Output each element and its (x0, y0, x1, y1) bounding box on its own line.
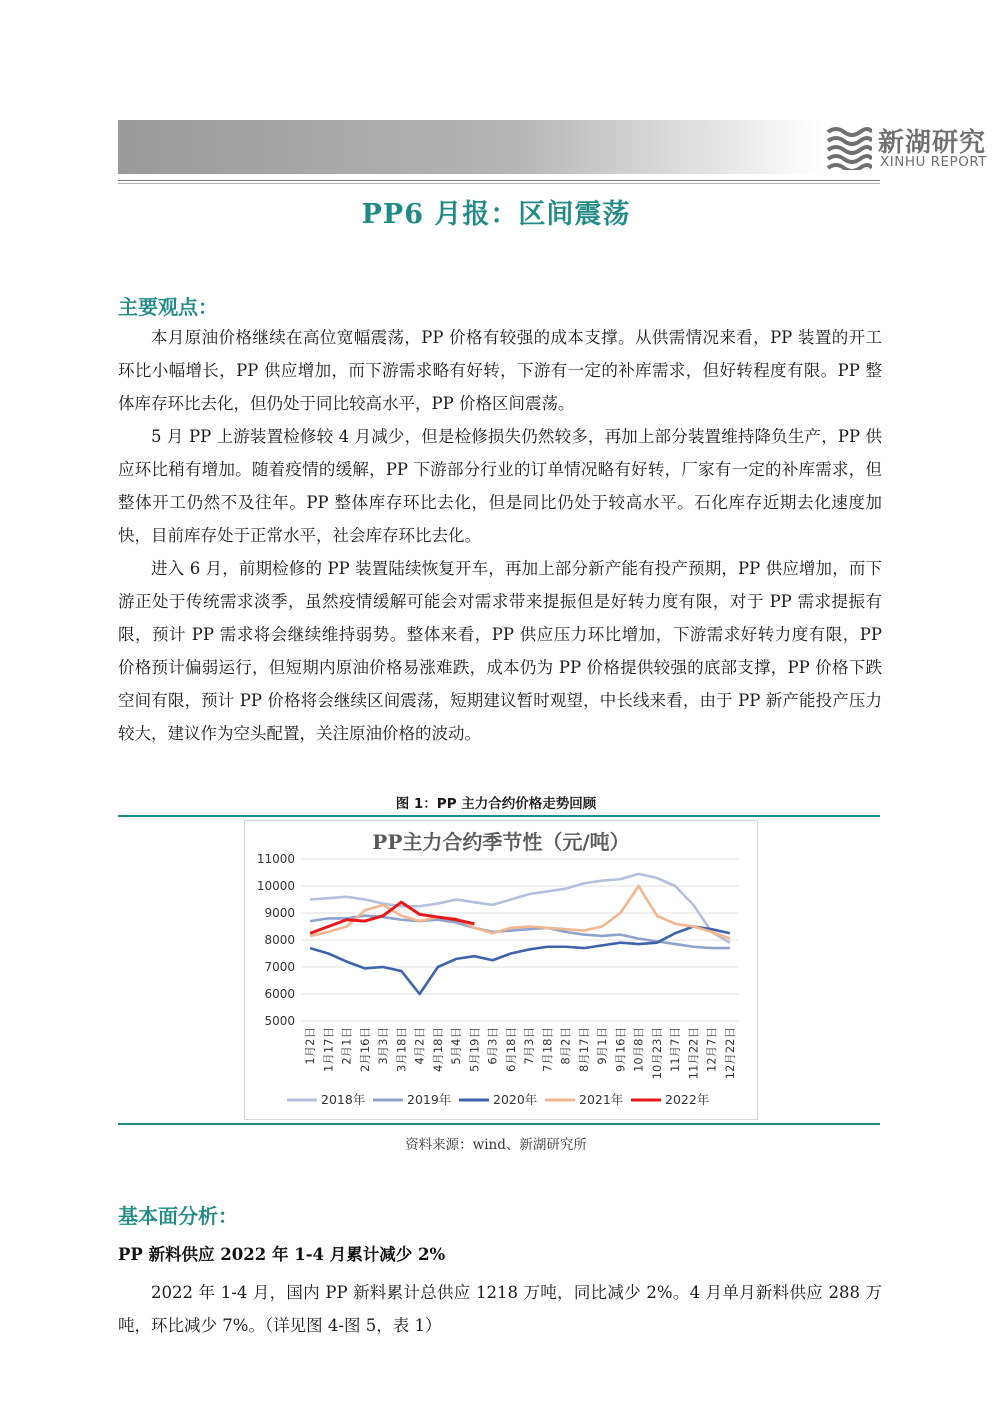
y-tick-label: 10000 (256, 879, 295, 893)
x-tick-label: 11月7日 (668, 1027, 683, 1072)
legend-label: 2019年 (407, 1092, 452, 1107)
figure-top-rule (118, 815, 880, 817)
chart-title: PP主力合约季节性（元/吨） (372, 830, 630, 854)
section-heading-basic-analysis: 基本面分析： (118, 1204, 238, 1228)
legend-label: 2018年 (321, 1092, 366, 1107)
header-band (118, 120, 823, 174)
x-tick-label: 3月18日 (394, 1027, 409, 1072)
x-tick-label: 5月4日 (449, 1027, 464, 1065)
paragraph-1: 本月原油价格继续在高位宽幅震荡，PP 价格有较强的成本支撑。从供需情况来看，PP 装置的开工环比小幅增长，PP 供应增加，而下游需求略有好转，下游有一定的补库需求，但好转程度有限。PP 整体库存环比去化，但仍处于同比较高水平，PP 价格区间震荡。 (118, 328, 882, 413)
x-tick-label: 6月18日 (503, 1027, 518, 1072)
x-tick-label: 3月3日 (376, 1027, 391, 1065)
x-tick-label: 2月1日 (339, 1027, 354, 1065)
figure-bottom-rule (118, 1123, 880, 1125)
x-tick-label: 4月18日 (430, 1027, 445, 1072)
y-tick-label: 11000 (256, 852, 295, 866)
x-tick-label: 7月18日 (540, 1027, 555, 1072)
x-tick-label: 8月17日 (576, 1027, 591, 1072)
xinhu-logo (826, 122, 986, 174)
x-tick-label: 9月16日 (613, 1027, 628, 1072)
paragraph-2: 5 月 PP 上游装置检修较 4 月减少，但是检修损失仍然较多，再加上部分装置维持降负生产，PP 供应环比稍有增加。随着疫情的缓解，PP 下游部分行业的订单情况略有好转，厂家有一定的补库需求，但整体开工仍然不及往年。PP 整体库存环比去化，但是同比仍处于较高水平。石化库存近期去化速度加快，目前库存处于正常水平，社会库存环比去化。 (118, 427, 882, 545)
seasonal-line-chart (245, 821, 757, 1119)
chart-container (244, 820, 758, 1120)
y-tick-label: 6000 (264, 987, 295, 1001)
x-tick-label: 12月7日 (704, 1027, 719, 1072)
x-tick-label: 10月23日 (649, 1027, 664, 1080)
x-tick-label: 1月2日 (303, 1027, 318, 1065)
waves-logo-icon (826, 124, 872, 170)
figure-caption: 图 1：PP 主力合约价格走势回顾 (395, 796, 597, 812)
subheading-supply: PP 新料供应 2022 年 1-4 月累计减少 2% (118, 1245, 446, 1264)
y-tick-label: 8000 (264, 933, 295, 947)
y-tick-label: 9000 (264, 906, 295, 920)
figure-source: 资料来源：wind、新湖研究所 (405, 1137, 587, 1153)
x-tick-label: 4月2日 (412, 1027, 427, 1065)
x-tick-label: 7月3日 (522, 1027, 537, 1065)
page-title: PP6 月报：区间震荡 (361, 199, 631, 230)
y-tick-label: 5000 (264, 1014, 295, 1028)
paragraph-3: 进入 6 月，前期检修的 PP 装置陆续恢复开车，再加上部分新产能有投产预期，PP 供应增加，而下游正处于传统需求淡季，虽然疫情缓解可能会对需求带来提振但是好转力度有限，对于 PP 需求提振有限，预计 PP 需求将会继续维持弱势。整体来看，PP 供应压力环比增加，下游需求好转力度有限，PP 价格预计偏弱运行，但短期内原油价格易涨难跌，成本仍为 PP 价格提供较强的底部支撑，PP 价格下跌空间有限，预计 PP 价格将会继续区间震荡，短期建议暂时观望，中长线来看，由于 PP 新产能投产压力较大，建议作为空头配置，关注原油价格的波动。 (118, 559, 882, 743)
legend-label: 2021年 (579, 1092, 624, 1107)
x-tick-label: 5月19日 (467, 1027, 482, 1072)
x-tick-label: 8月2日 (558, 1027, 573, 1065)
x-tick-label: 1月17日 (321, 1027, 336, 1072)
legend-label: 2022年 (665, 1092, 710, 1107)
logo-english-text: XINHU REPORT (880, 154, 987, 170)
legend-label: 2020年 (493, 1092, 538, 1107)
section-heading-main-points: 主要观点： (118, 295, 218, 319)
x-tick-label: 12月22日 (722, 1027, 737, 1080)
paragraph-supply: 2022 年 1-4 月，国内 PP 新料累计总供应 1218 万吨，同比减少 2%。4 月单月新料供应 288 万吨，环比减少 7%。（详见图 4-图 5，表 1） (118, 1283, 882, 1335)
x-tick-label: 9月1日 (595, 1027, 610, 1065)
x-tick-label: 11月22日 (686, 1027, 701, 1080)
header-divider (118, 180, 880, 181)
logo-chinese-text: 新湖研究 (878, 128, 987, 158)
series-line-2020年 (310, 927, 730, 995)
header-divider-secondary (118, 183, 880, 184)
x-tick-label: 2月16日 (357, 1027, 372, 1072)
x-tick-label: 10月8日 (631, 1027, 646, 1072)
x-tick-label: 6月3日 (485, 1027, 500, 1065)
y-tick-label: 7000 (264, 960, 295, 974)
